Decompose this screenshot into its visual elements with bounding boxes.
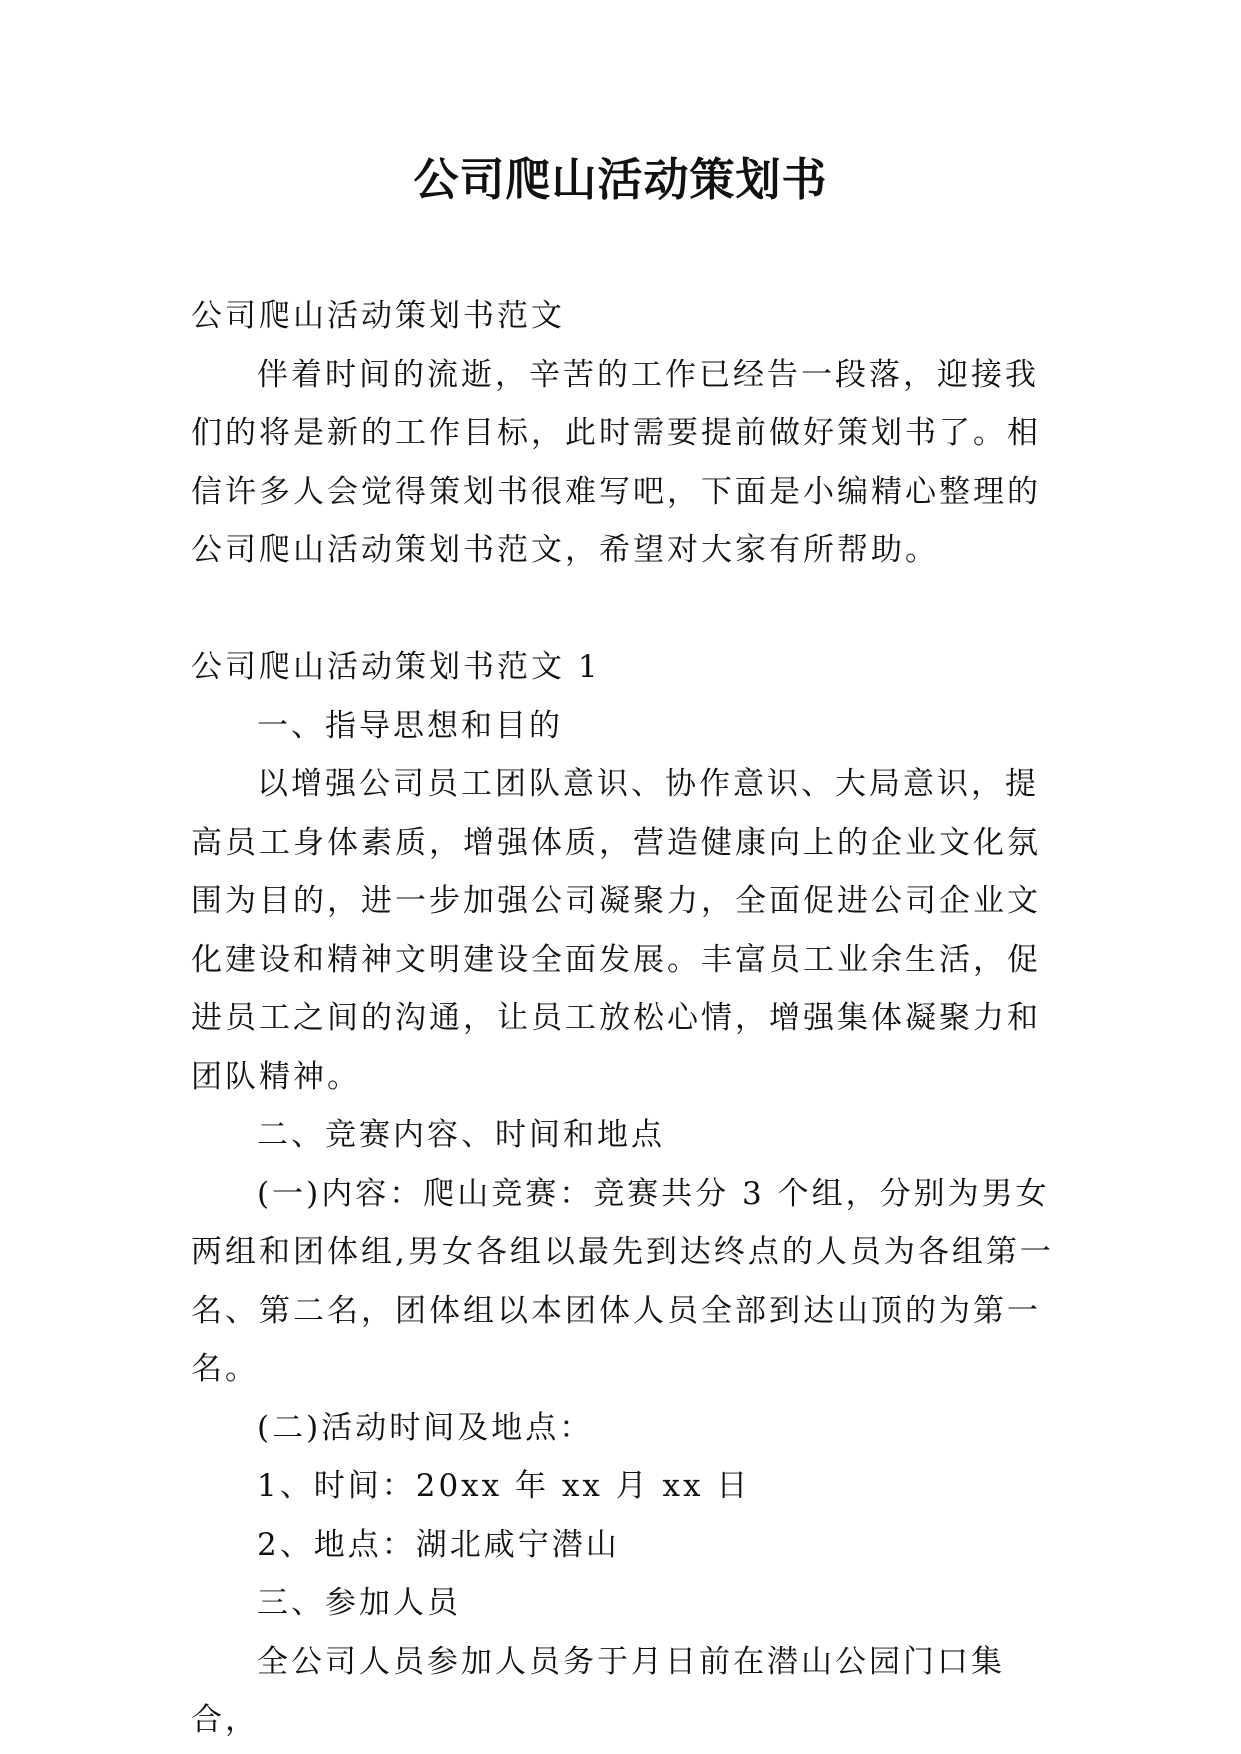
section-3-paragraph: 全公司人员参加人员务于月日前在潜山公园门口集合， [191,1643,1005,1738]
section-1-paragraph: 以增强公司员工团队意识、协作意识、大局意识，提高员工身体素质，增强体质，营造健康向上的企业文化氛围为目的，进一步加强公司凝聚力，全面促进公司企业文化建设和精神文明建设全面发展。丰富员工业余生活，促进员工之间的沟通，让员工放松心情，增强集体凝聚力和团队精神。 [191,766,1041,1095]
subheading-fanwen-1: 公司爬山活动策划书范文 1 [191,649,601,685]
intro-paragraph: 伴着时间的流逝，辛苦的工作已经告一段落，迎接我们的将是新的工作目标，此时需要提前做好策划书了。相信许多人会觉得策划书很难写吧，下面是小编精心整理的公司爬山活动策划书范文，希望对大家有所帮助。 [191,356,1041,568]
subheading-fanwen: 公司爬山活动策划书范文 [191,298,565,334]
section-2-place-line: 2、地点：湖北咸宁潜山 [257,1526,620,1563]
document-body [191,287,1071,1750]
section-2-title: 二、竞赛内容、时间和地点 [257,1117,665,1153]
section-2-content-paragraph: (一)内容：爬山竞赛：竞赛共分 3 个组，分别为男女两组和团体组,男女各组以最先到达终点的人员为各组第一名、第二名，团体组以本团体人员全部到达山顶的为第一名。 [191,1175,1054,1387]
section-2-time-line: 1、时间：20xx 年 xx 月 xx 日 [257,1468,751,1504]
section-1-title: 一、指导思想和目的 [257,707,563,744]
blank-line [191,580,1071,639]
section-3-title: 三、参加人员 [257,1585,461,1621]
section-2-time-place-heading: (二)活动时间及地点： [257,1409,594,1446]
document-title: 公司爬山活动策划书 [413,153,828,206]
